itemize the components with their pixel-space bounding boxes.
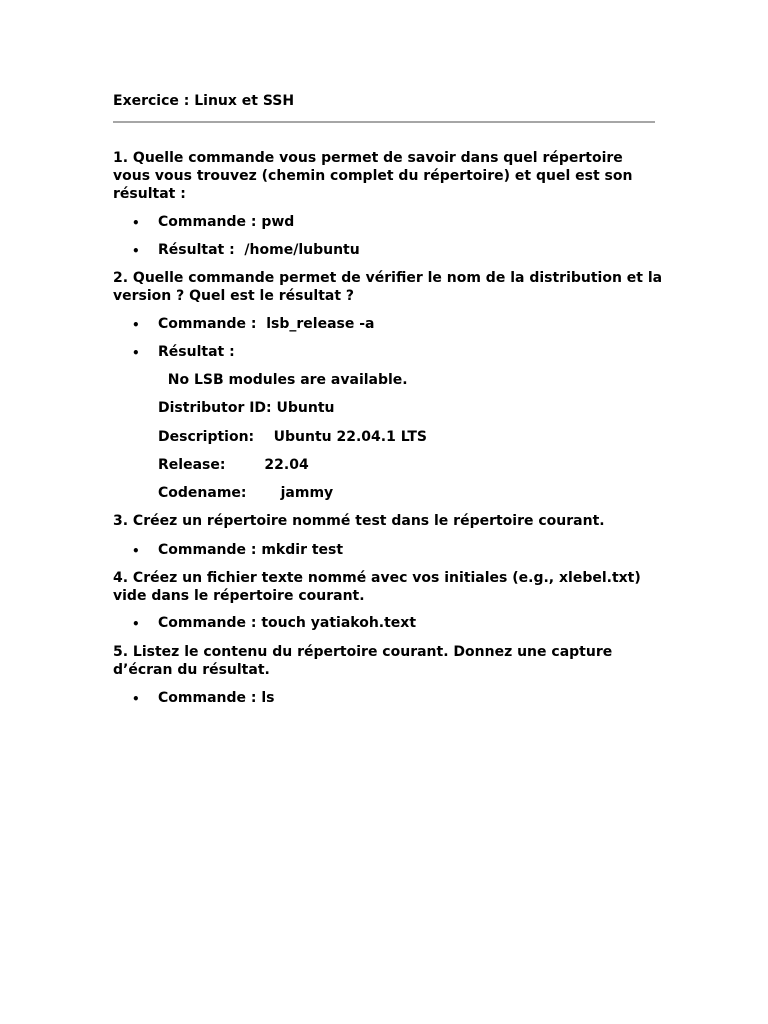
q1-command: Commande : pwd <box>158 214 295 230</box>
q2-result: Résultat : <box>158 344 235 360</box>
question-5-line-1: 5. Listez le contenu du répertoire courant. Donnez une capture <box>113 644 613 660</box>
q2-output-line: Codename: jammy <box>158 485 334 501</box>
bullet-icon: • <box>132 617 140 631</box>
q3-command: Commande : mkdir test <box>158 542 344 558</box>
question-4-line-1: 4. Créez un fichier texte nommé avec vos initiales (e.g., xlebel.txt) <box>113 570 641 586</box>
question-2-line-1: 2. Quelle commande permet de vérifier le nom de la distribution et la <box>113 270 663 286</box>
q2-output-line: No LSB modules are available. <box>158 372 408 388</box>
q4-command: Commande : touch yatiakoh.text <box>158 615 417 631</box>
bullet-icon: • <box>132 692 140 706</box>
q2-output-line: Distributor ID: Ubuntu <box>158 400 335 416</box>
q5-command: Commande : ls <box>158 690 275 706</box>
bullet-icon: • <box>132 216 140 230</box>
bullet-icon: • <box>132 244 140 258</box>
q1-result: Résultat : /home/lubuntu <box>158 242 360 258</box>
q2-output-line: Release: 22.04 <box>158 457 309 473</box>
q2-command: Commande : lsb_release -a <box>158 316 375 332</box>
question-3-line-1: 3. Créez un répertoire nommé test dans le répertoire courant. <box>113 513 605 529</box>
question-5-line-2: d’écran du résultat. <box>113 662 270 678</box>
question-4-line-2: vide dans le répertoire courant. <box>113 588 365 604</box>
bullet-icon: • <box>132 346 140 360</box>
question-2-line-2: version ? Quel est le résultat ? <box>113 288 355 304</box>
bullet-icon: • <box>132 318 140 332</box>
bullet-icon: • <box>132 544 140 558</box>
question-1-line-3: résultat : <box>113 186 186 202</box>
question-1-line-1: 1. Quelle commande vous permet de savoir dans quel répertoire <box>113 150 623 166</box>
document-title: Exercice : Linux et SSH <box>113 93 295 109</box>
question-1-line-2: vous vous trouvez (chemin complet du répertoire) et quel est son <box>113 168 633 184</box>
title-divider <box>113 121 655 123</box>
q2-output-line: Description: Ubuntu 22.04.1 LTS <box>158 429 427 445</box>
